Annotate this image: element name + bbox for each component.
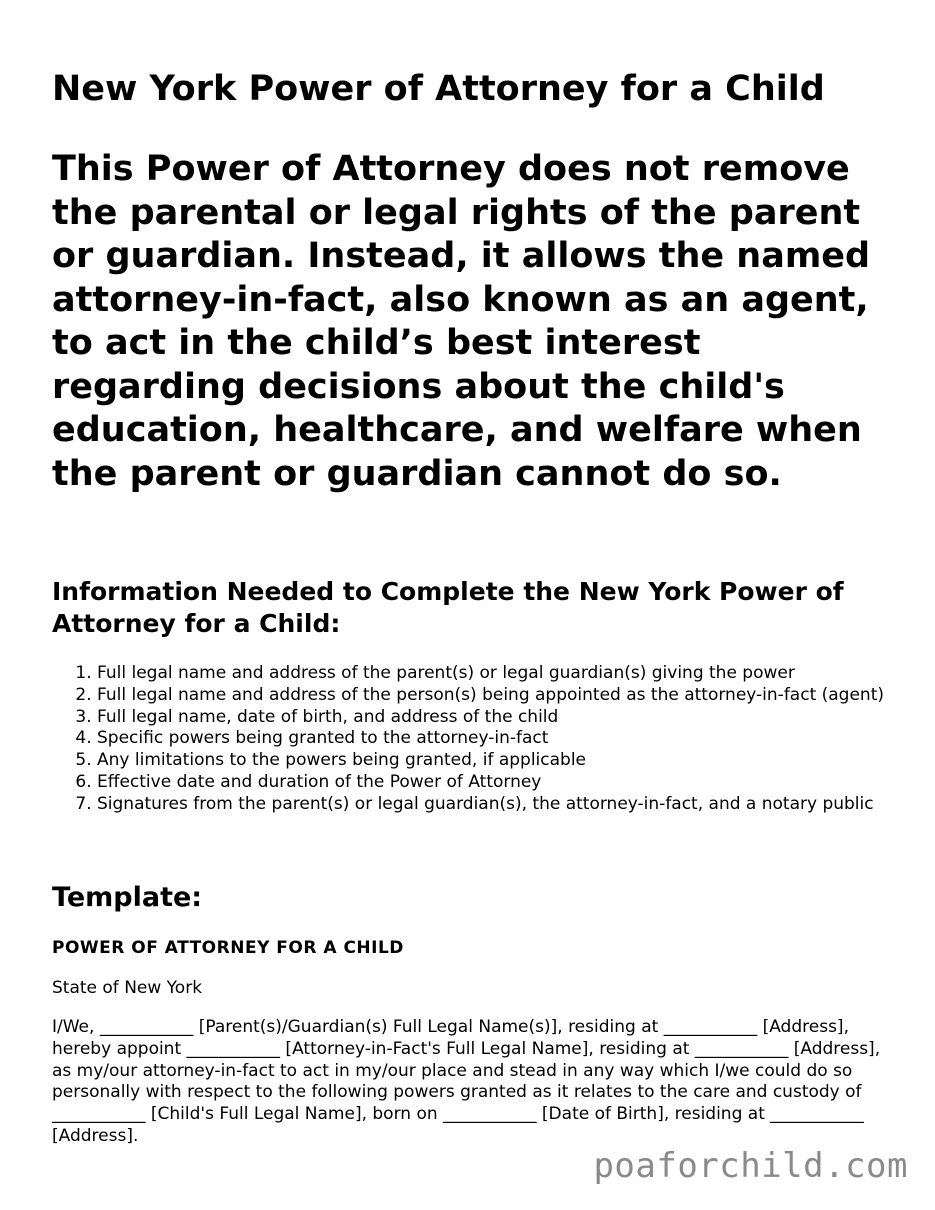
list-item: 2. Full legal name and address of the person(s) being appointed as the attorney-in-fact (agent): [97, 685, 892, 707]
intro-statement: This Power of Attorney does not remove the parental or legal rights of the parent or guardian. Instead, it allows the named attorney-in-fact, also known as an agent, to act in the child’s best interest regarding decisions about the child's education, healthcare, and welfare when the parent or guardian cannot do so.: [52, 149, 871, 494]
list-item: 5. Any limitations to the powers being granted, if applicable: [97, 750, 892, 772]
site-watermark: poaforchild.com: [593, 1146, 908, 1186]
page-title: New York Power of Attorney for a Child: [52, 69, 825, 109]
list-item: 1. Full legal name and address of the parent(s) or legal guardian(s) giving the power: [97, 663, 892, 685]
template-heading: Template:: [52, 882, 203, 913]
list-item: 7. Signatures from the parent(s) or legal guardian(s), the attorney-in-fact, and a notary public: [97, 794, 892, 816]
info-needed-list: [52, 663, 892, 816]
list-item: 6. Effective date and duration of the Power of Attorney: [97, 772, 892, 794]
info-needed-heading: Information Needed to Complete the New York Power of Attorney for a Child:: [52, 577, 844, 638]
template-body-paragraph: I/We, ___________ [Parent(s)/Guardian(s) Full Legal Name(s)], residing at ___________ [Address], hereby appoint ___________ [Attorney-in-Fact's Full Legal Name], residing at ___________ [Address], as my/our attorney-in-fact to act in my/our place and stead in any way which I/we could do so personally with respect to the following powers granted as it relates to the care and custody of ___________ [Child's Full Legal Name], born on ___________ [Date of Birth], residing at ___________ [Address].: [52, 1017, 881, 1146]
form-title: POWER OF ATTORNEY FOR A CHILD: [52, 938, 404, 958]
list-item: 3. Full legal name, date of birth, and address of the child: [97, 707, 892, 729]
state-line: State of New York: [52, 978, 203, 998]
list-item: 4. Specific powers being granted to the attorney-in-fact: [97, 728, 892, 750]
